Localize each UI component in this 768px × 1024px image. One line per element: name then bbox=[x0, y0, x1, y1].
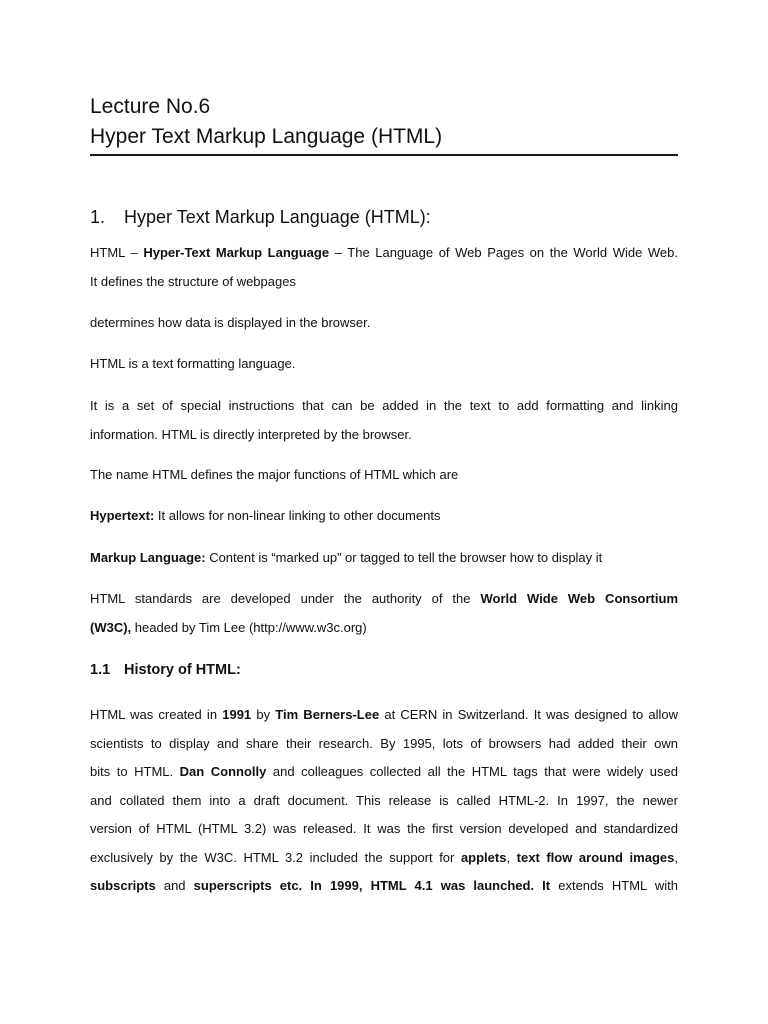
paragraph-w3c bbox=[90, 585, 678, 642]
text-run: HTML was created in bbox=[90, 707, 223, 722]
text-run: exclusively by the W3C. HTML 3.2 included the support for bbox=[90, 849, 461, 865]
paragraph-line bbox=[90, 758, 678, 787]
text-run: , bbox=[506, 849, 517, 865]
bold-term: Dan Connolly bbox=[179, 764, 267, 779]
bold-term: 1991 bbox=[222, 707, 252, 722]
section-1-1-heading bbox=[90, 657, 241, 683]
paragraph-line bbox=[90, 844, 678, 873]
paragraph-line bbox=[90, 872, 678, 901]
bold-term: Hyper-Text Markup Language bbox=[143, 245, 330, 260]
text-run: , bbox=[674, 849, 678, 865]
text-run: and colleagues collected all the HTML tags that were widely used bbox=[266, 764, 679, 779]
paragraph-line: information. HTML is directly interpreted by the browser. bbox=[90, 426, 412, 442]
text-run: bits to HTML. bbox=[90, 764, 180, 779]
section-1-title: Hyper Text Markup Language (HTML): bbox=[124, 207, 431, 227]
paragraph-line bbox=[90, 614, 678, 643]
paragraph-line: version of HTML (HTML 3.2) was released. It was the first version developed and standardized bbox=[90, 821, 678, 836]
bold-term: (W3C), bbox=[90, 619, 132, 635]
text-run: and bbox=[155, 878, 194, 893]
paragraph-line bbox=[90, 701, 678, 730]
text-run: at CERN in Switzerland. It was designed to allow bbox=[379, 707, 678, 722]
paragraph-markup-language bbox=[90, 544, 678, 573]
paragraph-instructions bbox=[90, 392, 678, 449]
bold-term: superscripts etc. In 1999, HTML 4.1 was launched. It bbox=[193, 878, 551, 893]
section-1-heading bbox=[90, 203, 431, 231]
section-1-1-title: History of HTML: bbox=[124, 662, 241, 678]
text-run: – The Language of Web Pages on the World Wide Web. bbox=[329, 245, 679, 260]
text-run: HTML standards are developed under the authority of the bbox=[90, 591, 481, 606]
paragraph-line bbox=[90, 239, 678, 268]
text-run: extends HTML with bbox=[550, 878, 678, 893]
bold-term: Tim Berners-Lee bbox=[275, 707, 380, 722]
bold-term: text flow around images bbox=[516, 849, 675, 865]
lecture-title: Hyper Text Markup Language (HTML) bbox=[90, 125, 443, 148]
text-run: by bbox=[251, 707, 276, 722]
term-hypertext: Hypertext: bbox=[90, 508, 155, 523]
paragraph-html-definition bbox=[90, 239, 678, 296]
text-run: headed by Tim Lee (http://www.w3c.org) bbox=[131, 619, 367, 635]
hypertext-description: It allows for non-linear linking to other documents bbox=[154, 508, 441, 523]
paragraph-line: and collated them into a draft document. This release is called HTML-2. In 1997, the newer bbox=[90, 792, 678, 808]
bold-term: World Wide Web Consortium bbox=[480, 591, 679, 606]
text-run: HTML – bbox=[90, 245, 144, 260]
markup-language-description: Content is “marked up” or tagged to tell the browser how to display it bbox=[205, 550, 603, 565]
paragraph-line: It defines the structure of webpages bbox=[90, 273, 296, 289]
paragraph-hypertext bbox=[90, 502, 678, 531]
term-markup-language: Markup Language: bbox=[90, 550, 206, 565]
lecture-number: Lecture No.6 bbox=[90, 95, 211, 118]
paragraph-display: determines how data is displayed in the browser. bbox=[90, 315, 371, 330]
paragraph-line bbox=[90, 585, 678, 614]
bold-term: applets bbox=[460, 849, 507, 865]
paragraph-history bbox=[90, 701, 678, 901]
section-1-1-number: 1.1 bbox=[90, 662, 111, 678]
section-1-number: 1. bbox=[90, 207, 106, 227]
bold-term: subscripts bbox=[90, 878, 156, 893]
paragraph-line: scientists to display and share their research. By 1995, lots of browsers had added their own bbox=[90, 735, 678, 751]
lecture-title-block bbox=[90, 92, 678, 156]
paragraph-major-functions: The name HTML defines the major functions of HTML which are bbox=[90, 467, 459, 482]
paragraph-line: It is a set of special instructions that can be added in the text to add formatting and linking bbox=[90, 398, 678, 413]
paragraph-formatting-language: HTML is a text formatting language. bbox=[90, 356, 296, 371]
